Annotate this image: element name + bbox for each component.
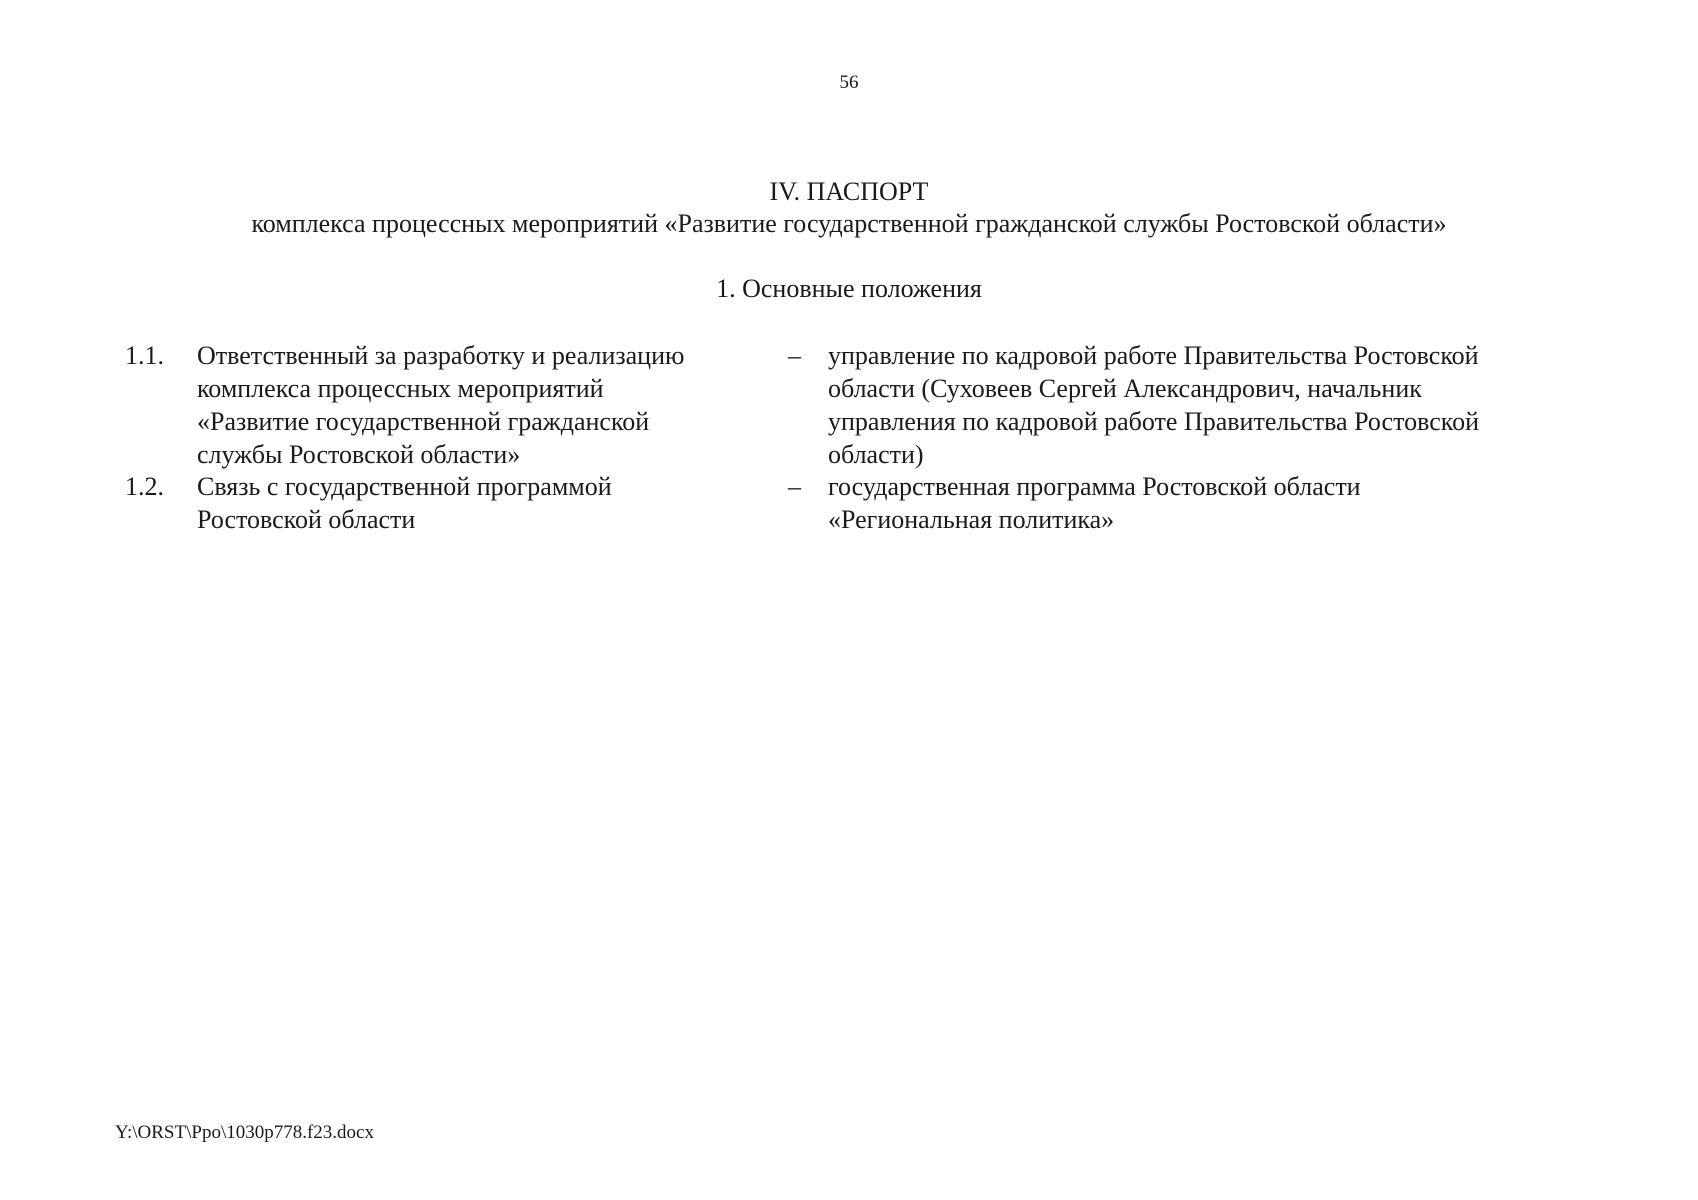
- item-label-line: «Развитие государственной гражданской: [197, 407, 650, 436]
- item-number: 1.1.: [125, 341, 164, 370]
- item-value: [828, 339, 1548, 471]
- item-label-line: Связь с государственной программой: [197, 472, 612, 501]
- item-value-line: управление по кадровой работе Правительства Ростовской: [828, 341, 1479, 370]
- section-heading: 1. Основные положения: [716, 274, 982, 303]
- item-label: [197, 339, 757, 471]
- item-value-line: государственная программа Ростовской области: [828, 472, 1361, 501]
- item-value-line: управления по кадровой работе Правительства Ростовской: [828, 407, 1479, 436]
- item-number: 1.2.: [125, 472, 164, 501]
- item-label-line: Ответственный за разработку и реализацию: [197, 341, 685, 370]
- item-dash: –: [788, 472, 801, 501]
- item-label-line: Ростовской области: [197, 505, 416, 534]
- item-value-line: области): [828, 440, 924, 469]
- item-label-line: комплекса процессных мероприятий: [197, 374, 604, 403]
- passport-title: IV. ПАСПОРТ: [769, 177, 929, 206]
- footer-file-path: Y:\ORST\Ppo\1030p778.f23.docx: [115, 1122, 374, 1143]
- page-number: 56: [839, 72, 859, 93]
- item-value: [828, 470, 1548, 536]
- item-dash: –: [788, 341, 801, 370]
- item-value-line: «Региональная политика»: [828, 505, 1115, 534]
- passport-subtitle: комплекса процессных мероприятий «Развитие государственной гражданской службы Ростовской области»: [251, 209, 1447, 238]
- item-value-line: области (Суховеев Сергей Александрович, начальник: [828, 374, 1422, 403]
- item-label-line: службы Ростовской области»: [197, 440, 521, 469]
- item-label: [197, 470, 757, 536]
